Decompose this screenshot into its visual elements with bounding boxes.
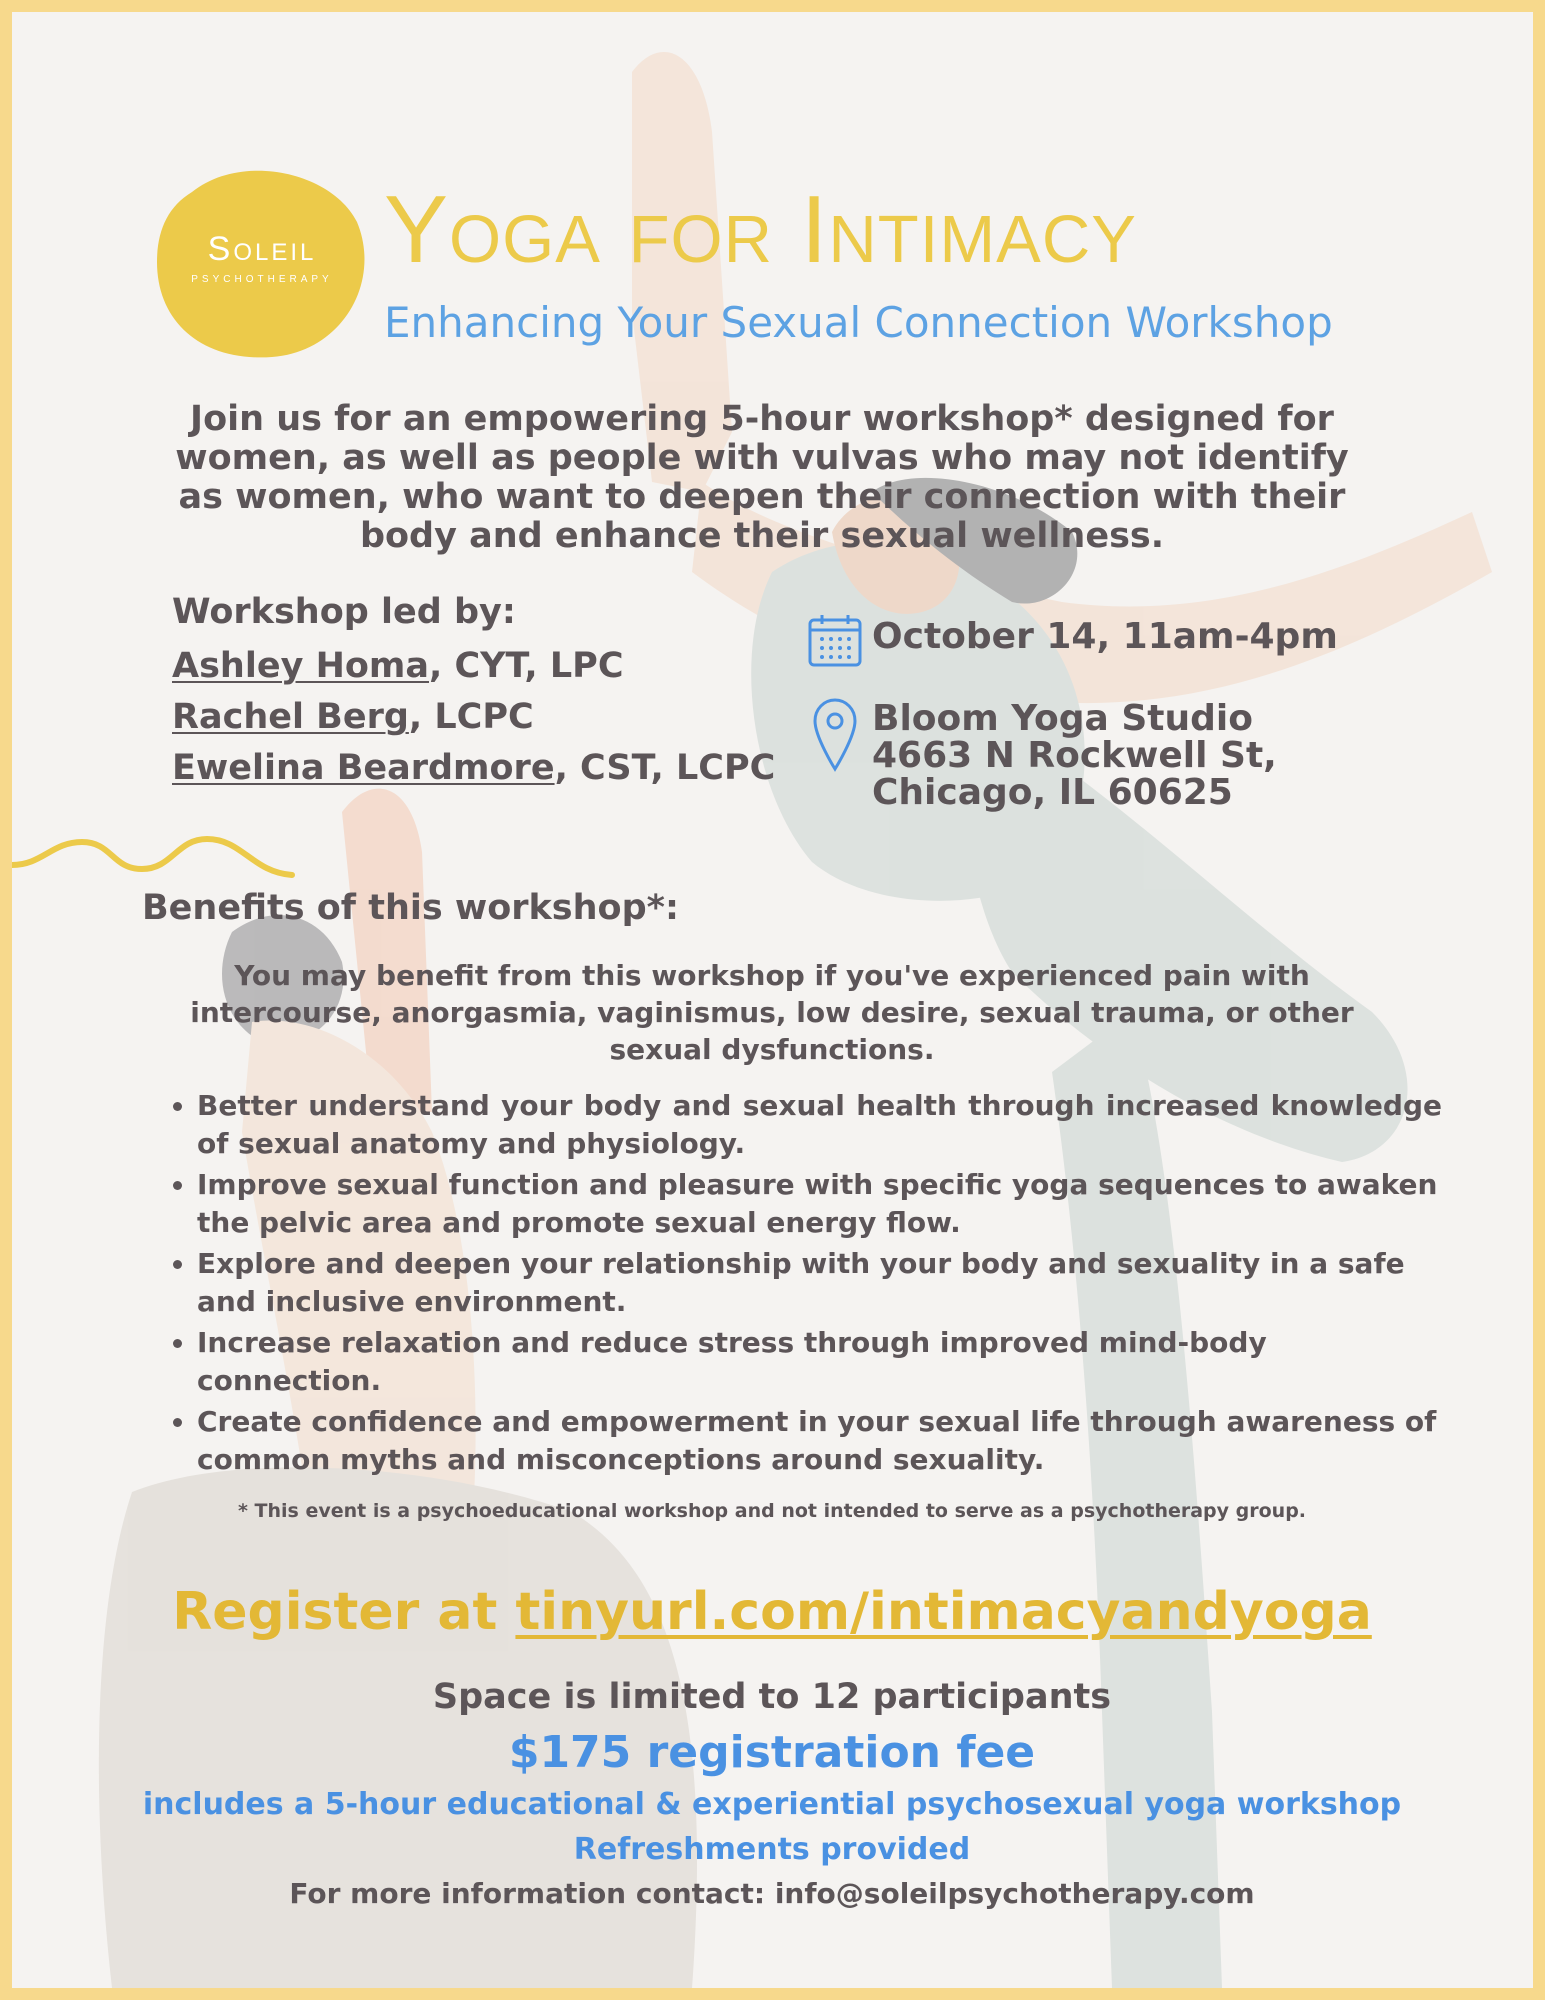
- fee-includes: includes a 5-hour educational & experiential psychosexual yoga workshop: [142, 1787, 1402, 1822]
- register-link[interactable]: tinyurl.com/intimacyandyoga: [515, 1582, 1372, 1642]
- footnote: * This event is a psychoeducational workshop and not intended to serve as a psychotherapy group.: [237, 1500, 1307, 1522]
- leader-credentials: , LCPC: [408, 697, 534, 737]
- benefits-heading: Benefits of this workshop*:: [142, 888, 679, 928]
- leader-name-link[interactable]: Ashley Homa: [172, 646, 429, 686]
- venue-name: Bloom Yoga Studio: [872, 698, 1253, 739]
- decorative-squiggle: [12, 817, 302, 887]
- leader-name-link[interactable]: Rachel Berg: [172, 697, 409, 737]
- logo-subtitle: PSYCHOTHERAPY: [191, 274, 333, 285]
- leader-row: [172, 748, 775, 788]
- leaders-heading: Workshop led by:: [172, 592, 516, 632]
- leader-credentials: , CYT, LPC: [429, 646, 624, 686]
- calendar-icon: [807, 612, 863, 668]
- leader-name-link[interactable]: Ewelina Beardmore: [172, 748, 555, 788]
- page-subtitle: Enhancing Your Sexual Connection Workshop: [384, 298, 1333, 347]
- benefit-item: • Improve sexual function and pleasure with specific yoga sequences to awaken the pelvic area and promote sexual energy flow.: [197, 1166, 1442, 1242]
- registration-fee: $175 registration fee: [508, 1727, 1036, 1778]
- page-title: Yoga for Intimacy: [384, 176, 1137, 283]
- leader-credentials: , CST, LCPC: [554, 748, 776, 788]
- location-pin-icon: [812, 697, 858, 773]
- flyer-page: [12, 12, 1533, 1988]
- leader-row: [172, 646, 775, 686]
- venue-city: Chicago, IL 60625: [872, 772, 1233, 813]
- event-date: October 14, 11am-4pm: [872, 616, 1338, 657]
- workshop-leaders: [172, 592, 775, 799]
- contact-info: For more information contact: info@soleilpsychotherapy.com: [289, 1877, 1255, 1910]
- benefits-list: [147, 1087, 1442, 1482]
- benefit-item: • Create confidence and empowerment in your sexual life through awareness of common myths and misconceptions around sexuality.: [197, 1403, 1442, 1479]
- capacity-note: Space is limited to 12 participants: [432, 1677, 1112, 1717]
- refreshments-note: Refreshments provided: [573, 1832, 971, 1867]
- register-prefix: Register at: [172, 1582, 516, 1642]
- venue-street: 4663 N Rockwell St,: [872, 735, 1277, 776]
- register-line: [142, 1582, 1402, 1642]
- benefit-item: • Explore and deepen your relationship with your body and sexuality in a safe and inclusive environment.: [197, 1245, 1442, 1321]
- benefit-item: • Better understand your body and sexual health through increased knowledge of sexual anatomy and physiology.: [197, 1087, 1442, 1163]
- intro-paragraph: Join us for an empowering 5-hour workshop* designed for women, as well as people with vulvas who may not identify as women, who want to deepen their connection with their body and enhance their sexual wellness.: [175, 399, 1349, 556]
- logo-name: Soleil: [207, 230, 317, 268]
- benefit-item: • Increase relaxation and reduce stress through improved mind-body connection.: [197, 1324, 1442, 1400]
- benefits-intro: You may benefit from this workshop if you've experienced pain with intercourse, anorgasmia, vaginismus, low desire, sexual trauma, or other sexual dysfunctions.: [190, 959, 1354, 1066]
- leader-row: [172, 697, 775, 737]
- event-location: [872, 700, 1277, 811]
